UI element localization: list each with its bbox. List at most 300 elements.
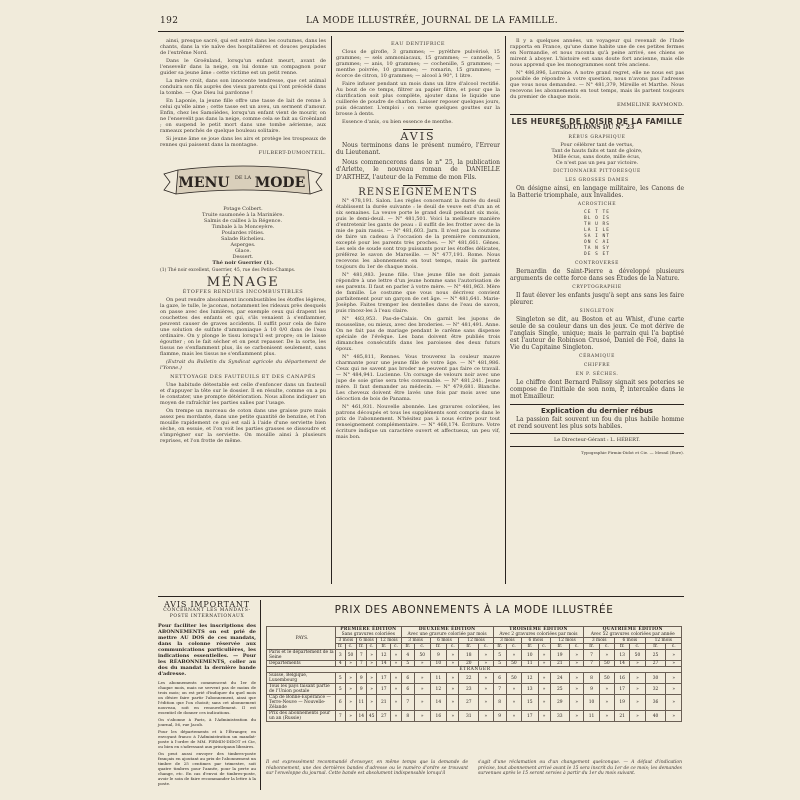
price-cell: » (599, 711, 614, 722)
country-cell: Tous les pays faisant partie de l'Union postale (267, 684, 336, 695)
price-cell: » (447, 711, 459, 722)
price-cell: 14 (430, 695, 447, 711)
menu-item: Salade Richelieu. (220, 236, 266, 242)
price-cell: 7 (401, 695, 414, 711)
price-cell: » (599, 695, 614, 711)
price-cell: 21 (550, 661, 569, 667)
price-cell: » (447, 695, 459, 711)
price-cell: » (414, 695, 430, 711)
journal-title: LA MODE ILLUSTRÉE, JOURNAL DE LA FAMILLE. (305, 16, 559, 26)
price-cell: » (538, 684, 550, 695)
price-cell: » (599, 684, 614, 695)
unit-header: c. (666, 644, 682, 650)
unit-header: c. (599, 644, 614, 650)
price-cell: » (630, 711, 645, 722)
price-cell: » (414, 673, 430, 684)
price-cell: 9 (356, 673, 366, 684)
rebus-verse (510, 142, 684, 166)
unit-header: c. (538, 644, 550, 650)
period-header: 6 mois (430, 638, 459, 644)
subscription-prices-table (266, 626, 682, 722)
price-cell: 36 (645, 695, 666, 711)
unit-header: fr. (377, 644, 391, 650)
unit-header: c. (366, 644, 376, 650)
avis-paragraph: On s'abonne à Paris, à l'Administration du journal, 56, rue Jacob. (158, 717, 256, 727)
article-paragraph: On peut rendre absolument incombustibles les étoffes légères, la gaze, le tulle, le jaconas, notamment les rideaux près desquels on passe avec des lumières, par exemple ceux qui drapent les couchettes des enfants et qui, s'ils venaient à s'enflammer, peuvent causer de graves accidents. Il suffit pour cela de faire une solution de sulfate d'ammoniaque à 10 0/0 dans de l'eau ordinaire. On y plonge le tissu lorsqu'il est propre; on le laisse égoutter ; on le fait sécher et on peut repasser. De la sorte, les tissus ne s'enflamment plus, ils se carbonisent seulement, sans flamme, mais les tissus ne s'enflamment plus. (160, 296, 326, 357)
unit-header: c. (447, 644, 459, 650)
price-cell: » (366, 695, 376, 711)
article-paragraph: Nous terminons dans le présent numéro, l'Erreur du Lieutenant. (336, 141, 500, 157)
price-cell: » (479, 650, 494, 661)
price-cell: 30 (645, 673, 666, 684)
column-divider-1 (331, 36, 332, 584)
verse-line: Tant de hauts faits et tant de gloire, (551, 147, 643, 154)
column-divider-2 (505, 36, 506, 584)
menu-banner-word: MODE (254, 175, 306, 191)
price-cell: » (666, 695, 682, 711)
price-cell: » (538, 661, 550, 667)
price-cell: 25 (645, 650, 666, 661)
price-cell: » (506, 684, 521, 695)
unit-header: fr. (356, 644, 366, 650)
price-cell: 6 (336, 695, 346, 711)
country-cell: Départements (267, 661, 336, 667)
edition-name: DEUXIÈME ÉDITION (418, 627, 476, 632)
price-cell: 7 (356, 661, 366, 667)
price-cell: 50 (506, 661, 521, 667)
price-cell: 8 (401, 711, 414, 722)
acrostiche-grid (510, 210, 684, 258)
table-header-pays: PAYS. (267, 627, 336, 650)
price-cell: » (414, 661, 430, 667)
table-row (267, 673, 682, 684)
divider (510, 446, 684, 447)
section-title-renseignements: RENSEIGNEMENTS (358, 186, 478, 198)
price-cell: 7 (356, 650, 366, 661)
divider (510, 433, 684, 434)
price-cell: » (479, 684, 494, 695)
price-cell: 5 (336, 673, 346, 684)
unit-header: fr. (522, 644, 538, 650)
price-cell: » (391, 711, 401, 722)
price-cell: 5 (493, 650, 506, 661)
price-cell: 9 (493, 711, 506, 722)
price-cell: » (538, 650, 550, 661)
menu-item: Dessert. (232, 254, 254, 260)
price-cell: 11 (584, 711, 599, 722)
period-header: 3 mois (493, 638, 522, 644)
price-cell: 14 (615, 661, 630, 667)
unit-header: fr. (615, 644, 630, 650)
avis-paragraph: Pour les départements et à l'Étranger, en envoyant franco à l'Administration un mandat-poste à l'ordre de MM. FIRMIN-DIDOT et Cie, ou bien en s'adressant aux principaux libraires. (158, 729, 256, 749)
page-number: 192 (160, 16, 179, 26)
menu-item: Poulardes rôties. (221, 230, 265, 236)
price-cell: » (345, 673, 356, 684)
price-cell: » (570, 673, 584, 684)
price-cell: » (570, 695, 584, 711)
menu-item: Asperges. (230, 242, 256, 248)
grid-row: TH U RS (584, 221, 610, 227)
divider (403, 185, 433, 186)
edition-desc: Sans gravures coloriées (341, 632, 396, 637)
unit-header: fr. (401, 644, 414, 650)
puzzle-title: CRYPTOGRAPHIE (572, 284, 622, 290)
price-cell: » (538, 673, 550, 684)
article-paragraph: (Extrait du Bulletin du Syndicat agricole du département de l'Yonne.) (160, 358, 326, 371)
header-rule (158, 31, 684, 32)
table-row (267, 684, 682, 695)
avis-important-title: AVIS IMPORTANT (164, 600, 250, 609)
price-cell: » (447, 673, 459, 684)
price-cell: 15 (522, 695, 538, 711)
period-header: 12 mois (550, 638, 584, 644)
country-cell: Suisse, Belgique, Luxembourg (267, 673, 336, 684)
avis-important-box (158, 602, 256, 786)
price-cell: 40 (645, 711, 666, 722)
price-cell: 17 (377, 684, 391, 695)
price-cell: » (506, 650, 521, 661)
price-cell: » (391, 695, 401, 711)
price-cell: 50 (599, 661, 614, 667)
article-paragraph: N° 461,931. Nouvelle abonnée. Les gravures coloriées, les patrons découpés et tous les suppléments sont compris dans le prix de l'abonnement. N'hésitez pas à nous écrire pour tout renseignement complémentaire. — N° 468,174. Écriture. Votre écriture indique un caractère ouvert et affectueux, un peu vif, mais bon. (336, 403, 500, 440)
price-cell: 5 (401, 661, 414, 667)
unit-header: c. (570, 644, 584, 650)
puzzle-answer: Singleton se dit, au Boston et au Whist, d'une carte seule de sa couleur dans un des jeux. Ce mot dérive de l'anglais Single, unique; mais le parrain qui l'a baptisé est l'auteur de Robinson Crusoé, Daniel de Foë, dans la Vie du Capitaine Singleton. (510, 315, 684, 351)
grid-row: DE S ET (584, 251, 610, 257)
solutions-subtitle: SOLUTIONS DU N° 23 (559, 123, 635, 131)
price-cell: 11 (356, 695, 366, 711)
bottom-column-divider (260, 600, 261, 790)
period-header: 12 mois (459, 638, 493, 644)
price-cell: » (447, 684, 459, 695)
price-cell: » (666, 684, 682, 695)
price-cell: » (570, 650, 584, 661)
price-cell: 9 (356, 684, 366, 695)
price-cell: 10 (584, 695, 599, 711)
divider (403, 129, 433, 130)
printer-credit: Typographie Firmin-Didot et Cie. — Mesnil (Eure). (581, 449, 684, 455)
puzzle-subtitle: LES GROSSES DAMES (565, 177, 629, 183)
article-paragraph: Une habitude détestable est celle d'enfoncer dans un fauteuil et d'appuyer la tête sur le dossier. Il en résulte, comme on a pu le constater, une prompte détérioration. Nous allons indiquer un moyen de rafraîchir les parties salies par l'usage. (160, 381, 326, 406)
price-cell: 18 (459, 650, 479, 661)
column-2 (336, 38, 500, 588)
table-row (267, 650, 682, 661)
price-cell: » (345, 695, 356, 711)
article-paragraph: N° 478,191. Salon. Les règles concernant la durée du deuil établissent la durée suivante : le deuil de veuve est d'un an et six semaines. La veuve porte le grand deuil pendant six mois, puis le demi-deuil. — N° 481,501. Voici la meilleure manière d'entretenir les gants de peau : il suffit de les frotter avec de la mie de pain rassis. — N° 481,603. Jarn. Il n'est pas la coutume de faire un cadeau à l'occasion de la première communion, excepté pour les parents très proches. — N° 481,661. Gênes. Les sels de soude sont trop puissants pour les étoffes délicates, préférez le savon de Marseille. — N° 477,191. Rome. Nous recevons les abonnements en tout temps, mais ils partent toujours du 1er de chaque mois. (336, 197, 500, 270)
price-cell: 12 (377, 650, 391, 661)
price-cell: » (630, 684, 645, 695)
period-header: 6 mois (356, 638, 377, 644)
price-cell: 50 (599, 673, 614, 684)
subsection-title: NETTOYAGE DES FAUTEUILS ET DES CANAPÉS (170, 373, 316, 380)
price-cell: » (414, 711, 430, 722)
article-paragraph: Clous de girofle, 3 grammes; — pyrèthre pulvérisé, 15 grammes; — sels ammoniacaux, 15 grammes; — cannelle, 5 grammes; — anis, 10 grammes; — cochenille, 5 grammes; — menthe poivrée, 10 grammes; — romarin, 15 grammes; — écorce de citron, 10 grammes; — alcool à 90°, 1 litre. (336, 49, 500, 79)
price-cell: 27 (459, 695, 479, 711)
price-cell: 14 (377, 661, 391, 667)
price-cell: 19 (615, 695, 630, 711)
unit-header: fr. (584, 644, 599, 650)
section-title-heures-de-loisir: LES HEURES DE LOISIR DE LA FAMILLE (511, 116, 683, 126)
edition-header (401, 627, 493, 638)
unit-header: c. (479, 644, 494, 650)
menu-item: Truite saumonée à la Marinière. (202, 212, 284, 218)
price-cell: » (366, 684, 376, 695)
unit-header: fr. (459, 644, 479, 650)
price-cell: 6 (401, 673, 414, 684)
unit-header: c. (391, 644, 401, 650)
unit-header: fr. (336, 644, 346, 650)
puzzle-subtitle: CHIFFRE (583, 362, 611, 368)
article-paragraph: N° 483,953. Pas-de-Calais. On garnit les jupons de mousseline, ou mieux, avec des broderies. — N° 481,491. Anne. On ne fait pas de mariage pendant le carême sans dispense spéciale de l'évêque. Les bans doivent être publiés trois dimanches consécutifs dans les paroisses des deux futurs époux. (336, 315, 500, 352)
subsection-title: EAU DENTIFRICE (390, 41, 446, 47)
price-cell: » (538, 695, 550, 711)
price-cell: 8 (493, 695, 506, 711)
unit-header: c. (630, 644, 645, 650)
price-cell: » (479, 711, 494, 722)
edition-desc: Avec une gravure coloriée par mois (407, 632, 487, 637)
unit-header: c. (345, 644, 356, 650)
edition-name: QUATRIÈME ÉDITION (602, 627, 663, 632)
price-cell: 45 (366, 711, 376, 722)
price-cell: » (479, 695, 494, 711)
article-paragraph: N° 486,896, Lorraine. A notre grand regret, elle ne nous est pas possible de répondre à votre question, nous n'avons pas l'adresse que vous nous demandez. — N° 481,379, Mireille et Marthe. Nous recevons les abonnements en tout temps, mais ils partent toujours du premier de chaque mois. (510, 70, 684, 100)
unit-header: c. (414, 644, 430, 650)
prices-footnote-right: s'agit d'une réclamation ou d'un changement quelconque. — A défaut d'indication précise, tout abonnement arrivé avant le 15 sera inscrit du 1er de ce mois; les demandes survenues après le 15 seront servies à partir du 1er du mois suivant. (478, 760, 682, 776)
country-cell: ÉTRANGER (267, 667, 682, 673)
prices-footnote-left: Il est expressément recommandé d'envoyer, en même temps que la demande de réabonnement, une des dernières bandes d'adresse ou le numéro d'ordre se trouvant sur l'enveloppe du journal. Cette bande est absolument indispensable lorsqu'il (266, 760, 468, 776)
country-cell: Cap de Bonne-Espérance — Terre-Neuve — Nouvelle-Zélande (267, 695, 336, 711)
avis-important-subtitle: CONCERNANT LES MANDATS-POSTE INTERNATIONAUX (163, 608, 251, 619)
column-3 (510, 38, 684, 588)
price-cell: 50 (414, 650, 430, 661)
price-cell: » (479, 661, 494, 667)
price-cell: » (666, 673, 682, 684)
price-cell: » (366, 650, 376, 661)
period-header: 6 mois (615, 638, 646, 644)
menu-item-the: Thé noir Guerrier (1). (212, 260, 274, 266)
article-paragraph: Dans le Groënland, lorsqu'un enfant meurt, avant de l'ensevelir dans la neige, on lui donne un compagnon pour guider sa jeune âme : cette victime est un petit renne. (160, 58, 326, 76)
edition-header (493, 627, 584, 638)
price-cell: 27 (645, 661, 666, 667)
rebus-explanation: La passion fait souvent un fou du plus habile homme et rend souvent les plus sots habiles. (510, 416, 684, 431)
price-cell: 33 (550, 711, 569, 722)
price-cell: » (506, 711, 521, 722)
article-paragraph: Il y a quelques années, un voyageur qui revenait de l'Inde rapporta en France, qu'une dame habite une de ces petites fermes en Normandie, et nous raconta qu'à peine arrivé, ses chiens se mirent à aboyer. L'histoire est sans doute fort ancienne, mais elle nous apprend que les monogrammes sont très anciens. (510, 38, 684, 68)
price-cell: » (447, 661, 459, 667)
price-cell: » (447, 650, 459, 661)
price-cell: 21 (615, 711, 630, 722)
price-cell: 21 (377, 695, 391, 711)
price-cell: 31 (459, 711, 479, 722)
article-paragraph: On trempe un morceau de coton dans une graisse pure mais assez peu mordante, dans une petite quantité de benzine, et l'on mouille rapidement ce qui est sali à l'aide d'une serviette bien sèche, on essuie, et l'on voit les parties grasses se dissoudre et s'imprégner sur la serviette. On mouille ainsi à plusieurs reprises, et l'on frotte de même. (160, 407, 326, 444)
menu-banner-graphic (160, 162, 326, 202)
price-cell: 16 (615, 673, 630, 684)
price-cell: 6 (401, 684, 414, 695)
edition-header (336, 627, 402, 638)
puzzle-answer: Bernardin de Saint-Pierre a développé plusieurs arguments de cette force dans ses Études de la Nature. (510, 267, 684, 282)
menu-banner-word: DE LA (234, 175, 252, 181)
price-cell: » (630, 661, 645, 667)
price-cell: 29 (550, 695, 569, 711)
menu-banner-word: MENU (178, 175, 230, 191)
price-cell: 13 (522, 684, 538, 695)
page-header (160, 16, 680, 30)
verse-line: Ce n'est pas un peu par victoire. (555, 159, 639, 166)
article-paragraph: ainsi, presque sacré, qui est entré dans les coutumes, dans les chants, dans la vie naïve des hospitalières et douces peuplades de l'extrême Nord. (160, 38, 326, 56)
price-cell: 11 (522, 661, 538, 667)
puzzle-answer: Il faut élever les enfants jusqu'à sept ans sans les faire pleurer. (510, 291, 684, 306)
price-cell: » (414, 684, 430, 695)
prices-body (267, 650, 682, 722)
price-cell: 5 (493, 661, 506, 667)
article-paragraph: En Laponie, la jeune fille offre une tasse de lait de renne à celui qu'elle aime ; cette tasse est un aveu, un serment d'amour. Enfin, chez les Samoïèdes, lorsqu'un enfant vient de mourir, on ne l'ensevelit pas dans la neige, comme cela se fait au Groënland ; on suspend le petit mort dans une tombe aérienne, aux rameaux penchés de quelque bouleau solitaire. (160, 98, 326, 134)
table-row (267, 695, 682, 711)
price-cell: » (570, 684, 584, 695)
price-cell: 22 (459, 673, 479, 684)
puzzle-title: CÉRAMIQUE (579, 353, 615, 359)
avis-body (158, 680, 256, 786)
price-cell: 4 (336, 661, 346, 667)
price-cell: » (506, 695, 521, 711)
price-cell: 7 (336, 711, 346, 722)
avis-paragraph: On peut aussi envoyer des timbres-poste français en ajoutant au prix de l'abonnement un timbre de 25 centimes par trimestre, soit quatre timbres pour l'année, pour la perte au change, etc. En cas d'envoi de timbres-poste, avoir le soin de faire recommander la lettre à la poste. (158, 751, 256, 786)
period-header: 6 mois (522, 638, 551, 644)
price-cell: 17 (522, 711, 538, 722)
country-cell: Prix des abonnements pour un an (Russie) (267, 711, 336, 722)
price-cell: » (666, 650, 682, 661)
puzzle-title: RÉBUS GRAPHIQUE (568, 134, 626, 140)
price-cell: 12 (522, 673, 538, 684)
unit-header: fr. (645, 644, 666, 650)
price-cell: 20 (459, 661, 479, 667)
price-cell: 11 (430, 673, 447, 684)
price-cell: » (570, 661, 584, 667)
price-cell: 16 (430, 711, 447, 722)
period-header: 12 mois (377, 638, 401, 644)
price-cell: 50 (506, 673, 521, 684)
grid-row: CE T TE (584, 209, 610, 215)
menu-list (160, 206, 326, 266)
price-cell: 13 (615, 650, 630, 661)
price-cell: 14 (356, 711, 366, 722)
subsection-title: ÉTOFFES RENDUES INCOMBUSTIBLES (182, 288, 304, 295)
price-cell: 7 (584, 650, 599, 661)
divider (510, 114, 684, 115)
puzzle-title: CONTROVERSE (575, 260, 619, 266)
rebus-explanation-title: Explication du dernier rébus (541, 407, 653, 416)
price-cell: » (366, 673, 376, 684)
price-cell: » (391, 673, 401, 684)
article-paragraph: N° 481,983. Jeune fille. Une jeune fille ne doit jamais répondre à une lettre d'un jeune homme sans l'autorisation de ses parents. Il faut en parler à votre mère. — N° 481,963. Mère de famille. Le costume que vous nous décrivez convient parfaitement pour un garçon de cet âge. — N° 481,641. Marie-Josèphe. Faites tremper les dentelles dans de l'eau de savon, puis rincez-les à l'eau claire. (336, 271, 500, 314)
period-header: 3 mois (401, 638, 430, 644)
edition-header (584, 627, 682, 638)
table-row (267, 711, 682, 722)
price-cell: » (599, 650, 614, 661)
price-cell: » (666, 661, 682, 667)
author-signature: EMMELINE RAYMOND. (616, 102, 684, 108)
section-title-menage: MÉNAGE (206, 274, 280, 290)
puzzle-subtitle: EN P. SÉCHES. (575, 371, 619, 377)
edition-desc: Avec 2 gravures coloriées par mois (499, 632, 578, 637)
puzzle-answer: Le chiffre dont Bernard Palissy signait ses poteries se compose de l'initiale de son nom, P, intercalée dans le mot Emailleur. (510, 378, 684, 400)
price-cell: 6 (493, 673, 506, 684)
bottom-section-rule (158, 596, 684, 597)
grid-row: ON C AI (584, 239, 610, 245)
price-cell: 17 (377, 673, 391, 684)
article-paragraph: Faire infuser pendant un mois dans un litre d'alcool rectifié. Au bout de ce temps, filtrer au papier filtre, et pour que la clarification soit plus complète, ajouter dans le liquide une cuillerée de poudre de charbon. Laisser reposer quelques jours, puis décanter. L'emploi : on verse quelques gouttes sur la brosse à dents. (336, 81, 500, 117)
price-cell: » (666, 711, 682, 722)
price-cell: 24 (550, 673, 569, 684)
price-cell: 25 (550, 684, 569, 695)
price-cell: » (391, 661, 401, 667)
menu-banner (160, 162, 326, 202)
price-cell: 7 (584, 661, 599, 667)
grid-row: BL O IS (584, 215, 610, 221)
column-1 (160, 38, 326, 588)
grid-row: LA I LE (584, 227, 610, 233)
grid-row: SA I NT (584, 233, 610, 239)
verse-line: Mille écus, sans doute, mille écus, (553, 153, 641, 160)
price-cell: 10 (430, 661, 447, 667)
article-paragraph: Si jeune âme se joue dans les airs et protège les troupeaux de rennes qui paissent dans la montagne. (160, 136, 326, 148)
price-cell: 32 (645, 684, 666, 695)
price-cell: » (345, 661, 356, 667)
price-cell: 19 (550, 650, 569, 661)
price-cell: 50 (630, 650, 645, 661)
price-cell: 10 (522, 650, 538, 661)
price-cell: » (630, 673, 645, 684)
price-cell: » (366, 661, 376, 667)
menu-footnote: (1) Thé noir excellent, Guerrier, 45, rue des Petits-Champs. (160, 268, 296, 273)
period-header: 12 mois (645, 638, 681, 644)
price-cell: 17 (615, 684, 630, 695)
section-title-avis: AVIS (400, 129, 436, 143)
article-paragraph: La mère croit, dans son innocente tendresse, que cet animal conduira son fils auprès des vieux parents qui l'ont précédé dans la tombe. — Que Dieu lui pardonne ! (160, 78, 326, 96)
price-cell: » (391, 650, 401, 661)
grid-row: TA N SY (584, 245, 610, 251)
subscription-prices-title: PRIX DES ABONNEMENTS À LA MODE ILLUSTRÉE (334, 604, 614, 616)
puzzle-title: SINGLETON (579, 308, 615, 314)
unit-header: fr. (493, 644, 506, 650)
divider (510, 404, 684, 405)
price-cell: » (570, 711, 584, 722)
puzzle-title: DICTIONNAIRE PITTORESQUE (553, 168, 641, 174)
puzzle-answer: On désigne ainsi, en langage militaire, les Canons de la Batterie triomphale, aux Invalides. (510, 184, 684, 199)
price-cell: » (391, 684, 401, 695)
edition-name: TROISIÈME ÉDITION (509, 627, 568, 632)
author-signature: FULBERT-DUMONTEIL. (258, 150, 326, 156)
price-cell: 23 (459, 684, 479, 695)
director-signature: Le Directeur-Gérant : L. HÉBERT. (553, 436, 640, 443)
price-cell: » (345, 711, 356, 722)
avis-paragraph: Pour faciliter les inscriptions des ABONNEMENTS on est prié de mettre AU DOS de ces mandats, dans la colonne réservée aux communications particulières, les indications essentielles. — Pour les RÉABONNEMENTS, coller au dos du mandat la dernière bande d'adresse. (158, 623, 256, 677)
menu-item: Salmis de cailles à la Régence. (203, 218, 283, 224)
avis-paragraph: Les abonnements commencent du 1er de chaque mois, mais ne servent pas de moins de trois mois; on est prié d'indiquer du quel mois on désire faire partir l'abonnement, ainsi que l'édition que l'on choisit; sans cet abonnement nouveau, soit en renouvellement. Il est essentiel de donner ces indications. (158, 680, 256, 715)
menu-item: Timbale à la Monceyère. (211, 224, 275, 230)
price-cell: » (479, 673, 494, 684)
price-cell: 50 (345, 650, 356, 661)
menu-item: Glace. (235, 248, 251, 254)
menu-item: Potage Colbert. (223, 206, 263, 212)
verse-line: Pour célébrer tant de vertus, (560, 141, 634, 148)
price-cell: 7 (493, 684, 506, 695)
price-cell: 27 (377, 711, 391, 722)
edition-desc: Avec 52 gravures coloriées par année (590, 632, 675, 637)
price-cell: » (630, 695, 645, 711)
unit-header: fr. (430, 644, 447, 650)
article-paragraph: N° 485,811, Rennes. Vous trouverez la couleur mauve charmante pour une jeune fille de votre âge. — N° 481,986. Ceux qui ne savent pas broder ne peuvent pas faire ce travail. — N° 484,941. Lucienne. Un corsage de velours noir avec une jupe de soie grise sera très convenable. — N° 481,241. Jeune mère. Il faut demander au médecin. — N° 479,681. Blanche. Les cheveux doivent être lavés une fois par mois avec une décoction de bois de Panama. (336, 353, 500, 402)
price-cell: 9 (584, 684, 599, 695)
